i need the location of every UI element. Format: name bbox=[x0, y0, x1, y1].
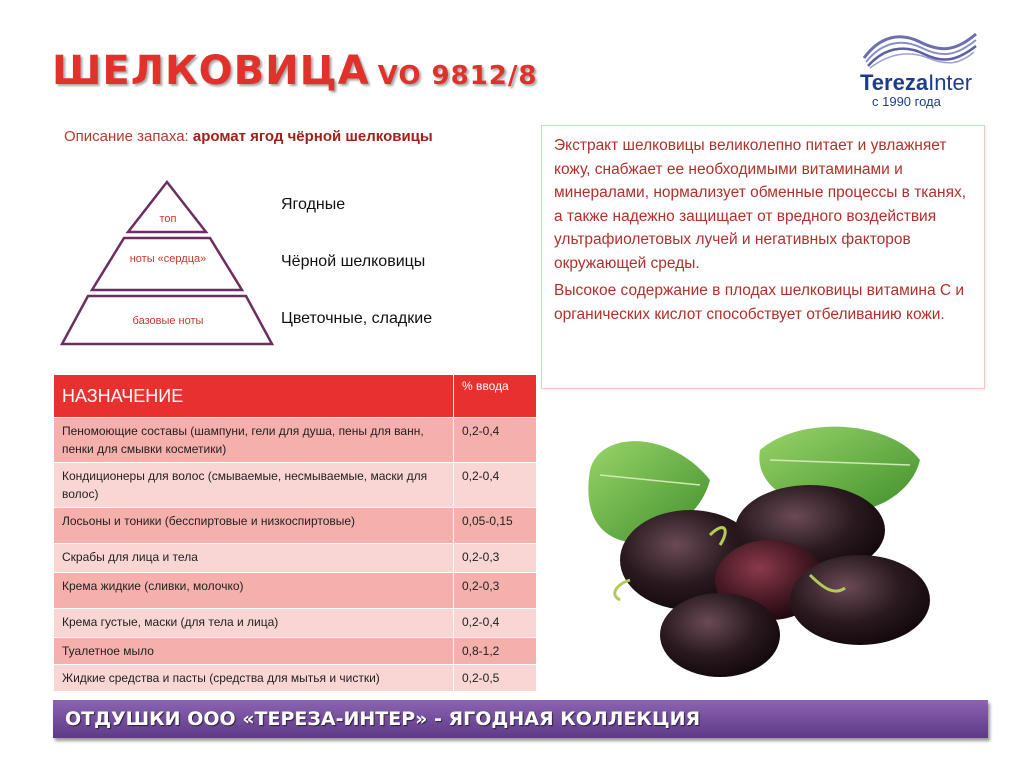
logo-since-text: с 1990 года bbox=[872, 94, 941, 109]
aroma-label: Описание запаха: bbox=[64, 128, 193, 145]
product-code: VO 9812/8 bbox=[377, 61, 538, 91]
description-paragraph-1: Экстракт шелковицы великолепно питает и увлажняет кожу, снабжает ее необходимыми витаминами и минералами, нормализует обменные процессы в тканях, а также надежно защищает от вредного воздействия ультрафиолетовых лучей и негативных факторов окружающей среды. bbox=[554, 137, 967, 272]
table-row bbox=[54, 463, 537, 508]
usage-column-header: НАЗНАЧЕНИЕ bbox=[54, 375, 454, 418]
heart-note-text: Чёрной шелковицы bbox=[281, 253, 426, 270]
table-row bbox=[54, 609, 537, 638]
usage-cell: Лосьоны и тоники (бесспиртовые и низкоспиртовые) bbox=[54, 508, 454, 544]
product-name: ШЕЛКОВИЦА bbox=[52, 48, 370, 94]
usage-cell: Крема жидкие (сливки, молочко) bbox=[54, 573, 454, 609]
dose-cell: 0,2-0,3 bbox=[454, 573, 537, 609]
table-row bbox=[54, 418, 537, 463]
dose-column-header: % ввода bbox=[454, 375, 537, 418]
usage-cell: Жидкие средства и пасты (средства для мытья и чистки) bbox=[54, 665, 454, 692]
hair-wave-icon bbox=[860, 28, 980, 72]
dose-cell: 0,2-0,3 bbox=[454, 544, 537, 573]
table-row bbox=[54, 544, 537, 573]
base-note-text: Цветочные, сладкие bbox=[281, 310, 433, 327]
fragrance-pyramid bbox=[60, 180, 275, 346]
usage-cell: Кондиционеры для волос (смываемые, несмываемые, маски для волос) bbox=[54, 463, 454, 508]
dose-cell: 0,2-0,4 bbox=[454, 609, 537, 638]
usage-cell: Пеномоющие составы (шампуни, гели для душа, пены для ванн, пенки для смывки косметики) bbox=[54, 418, 454, 463]
usage-cell: Крема густые, маски (для тела и лица) bbox=[54, 609, 454, 638]
usage-cell: Скрабы для лица и тела bbox=[54, 544, 454, 573]
usage-cell: Туалетное мыло bbox=[54, 638, 454, 665]
table-row bbox=[54, 638, 537, 665]
table-row bbox=[54, 665, 537, 692]
usage-table bbox=[53, 374, 537, 692]
dose-cell: 0,2-0,5 bbox=[454, 665, 537, 692]
aroma-description bbox=[64, 126, 444, 148]
company-logo bbox=[852, 28, 982, 112]
dose-cell: 0,8-1,2 bbox=[454, 638, 537, 665]
top-note-text: Ягодные bbox=[281, 196, 346, 213]
logo-wordmark: TerezaInter bbox=[860, 70, 973, 95]
dose-cell: 0,05-0,15 bbox=[454, 508, 537, 544]
table-row bbox=[54, 573, 537, 609]
pyramid-base-label: базовые ноты bbox=[132, 315, 204, 327]
aroma-value: аромат ягод чёрной шелковицы bbox=[192, 128, 433, 145]
table-row bbox=[54, 508, 537, 544]
pyramid-heart-label: ноты «сердца» bbox=[129, 253, 207, 265]
dose-cell: 0,2-0,4 bbox=[454, 463, 537, 508]
mulberry-illustration bbox=[560, 410, 980, 700]
page-title bbox=[52, 48, 537, 94]
collection-banner: ОТДУШКИ ООО «ТЕРЕЗА-ИНТЕР» - ЯГОДНАЯ КОЛЛЕКЦИЯ bbox=[53, 700, 988, 738]
product-description-box bbox=[541, 125, 985, 389]
dose-cell: 0,2-0,4 bbox=[454, 418, 537, 463]
pyramid-top-label: топ bbox=[159, 213, 177, 225]
description-paragraph-2: Высокое содержание в плодах шелковицы витамина С и органических кислот способствует отбеливанию кожи. bbox=[554, 282, 965, 323]
